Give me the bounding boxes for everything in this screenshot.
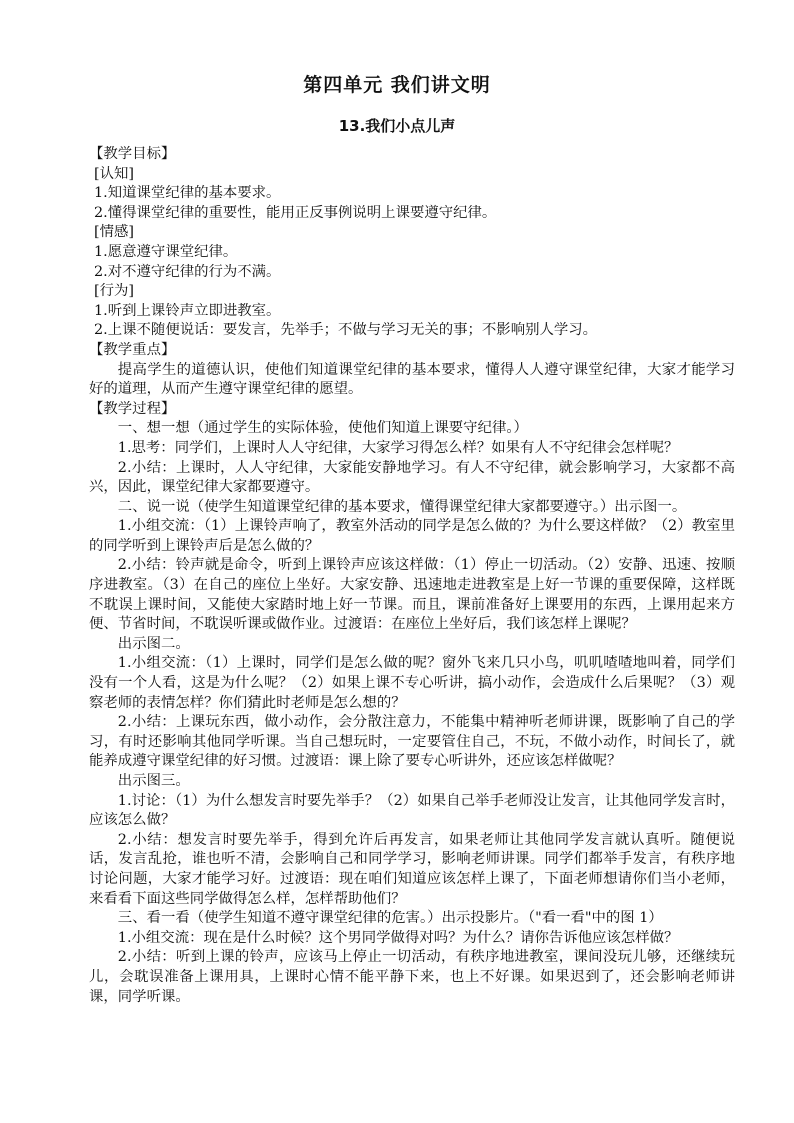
paragraph: 1.讨论：（1）为什么想发言时要先举手？（2）如果自己举手老师没让发言，让其他同学发言时，应该怎么做？ (89, 792, 735, 829)
step-heading-say: 二、说一说（使学生知道课堂纪律的基本要求，懂得课堂纪律大家都要遵守。）出示图一。 (117, 498, 687, 515)
paragraph: 1.小组交流：（1）上课时，同学们是怎么做的呢？窗外飞来几只小鸟，叽叽喳喳地叫着，同学们没有一个人看，这是为什么呢？（2）如果上课不专心听讲，搞小动作，会造成什么后果呢？（3）观察老师的表情怎样？你们猜此时老师是怎么想的？ (89, 655, 735, 711)
sub-heading-emotion: [情感] (94, 224, 135, 241)
list-item: 1.愿意遵守课堂纪律。 (94, 243, 238, 260)
section-heading-goals: 【教学目标】 (89, 146, 176, 162)
step-heading-think: 一、想一想（通过学生的实际体验，使他们知道上课要守纪律。） (117, 420, 528, 437)
paragraph: 2.小结：听到上课的铃声，应该马上停止一切活动，有秩序地进教室，课间没玩儿够，还继续玩儿，会耽误准备上课用具，上课时心情不能平静下来，也上不好课。如果迟到了，还会影响老师讲课，同学听课。 (89, 949, 735, 1005)
paragraph: 2.小结：铃声就是命令，听到上课铃声应该这样做：（1）停止一切活动。（2）安静、迅速、按顺序进教室。（3）在自己的座位上坐好。大家安静、迅速地走进教室是上好一节课的重要保障，这样既不耽误上课时间，又能使大家踏时地上好一节课。而且，课前准备好上课要用的东西，上课用起来方便、节省时间，不耽误听课或做作业。过渡语：在座位上坐好后，我们该怎样上课呢？ (89, 557, 735, 633)
paragraph: 提高学生的道德认识，使他们知道课堂纪律的基本要求，懂得人人遵守课堂纪律，大家才能学习好的道理，从而产生遵守课堂纪律的愿望。 (89, 361, 735, 398)
list-item: 2.懂得课堂纪律的重要性，能用正反事例说明上课要遵守纪律。 (94, 204, 497, 221)
list-item: 2.上课不随便说话：要发言，先举手；不做与学习无关的事；不影响别人学习。 (94, 322, 598, 339)
paragraph: 2.小结：上课时，人人守纪律，大家能安静地学习。有人不守纪律，就会影响学习，大家都不高兴，因此，课堂纪律大家都要遵守。 (89, 459, 735, 496)
lesson-title: 13.我们小点儿声 (338, 117, 456, 135)
section-heading-focus: 【教学重点】 (89, 341, 176, 358)
step-heading-look: 三、看一看（使学生知道不遵守课堂纪律的危害。）出示投影片。（"看一看"中的图 1） (117, 910, 663, 927)
paragraph: 出示图三。 (117, 773, 190, 789)
list-item: 1.听到上课铃声立即进教室。 (94, 302, 281, 319)
paragraph: 1.小组交流：现在是什么时候？这个男同学做得对吗？为什么？请你告诉他应该怎样做？ (117, 929, 679, 946)
paragraph: 2.小结：上课玩东西，做小动作，会分散注意力，不能集中精神听老师讲课，既影响了自己的学习，有时还影响其他同学听课。当自己想玩时，一定要管住自己，不玩，不做小动作，时间长了，就能养成遵守课堂纪律的好习惯。过渡语：课上除了要专心听讲外，还应该怎样做呢？ (89, 714, 735, 770)
section-heading-process: 【教学过程】 (89, 400, 176, 417)
sub-heading-behavior: [行为] (94, 283, 135, 300)
list-item: 2.对不遵守纪律的行为不满。 (94, 263, 281, 280)
paragraph: 出示图二。 (117, 635, 190, 652)
paragraph: 1.思考：同学们，上课时人人守纪律，大家学习得怎么样？如果有人不守纪律会怎样呢？ (117, 439, 679, 456)
paragraph: 2.小结：想发言时要先举手，得到允许后再发言，如果老师让其他同学发言就认真听。随便说话，发言乱抢，谁也听不清，会影响自己和同学学习，影响老师讲课。同学们都举手发言，有秩序地讨论问题，大家才能学习好。过渡语：现在咱们知道应该怎样上课了，下面老师想请你们当小老师，来看看下面这些同学做得怎么样，怎样帮助他们？ (89, 831, 735, 907)
unit-title: 第四单元 我们讲文明 (303, 74, 491, 96)
sub-heading-cognition: [认知] (94, 165, 135, 182)
paragraph: 1.小组交流：（1）上课铃声响了，教室外活动的同学是怎么做的？为什么要这样做？（2）教室里的同学听到上课铃声后是怎么做的？ (89, 518, 735, 554)
list-item: 1.知道课堂纪律的基本要求。 (94, 185, 281, 202)
document-body (89, 145, 735, 1007)
